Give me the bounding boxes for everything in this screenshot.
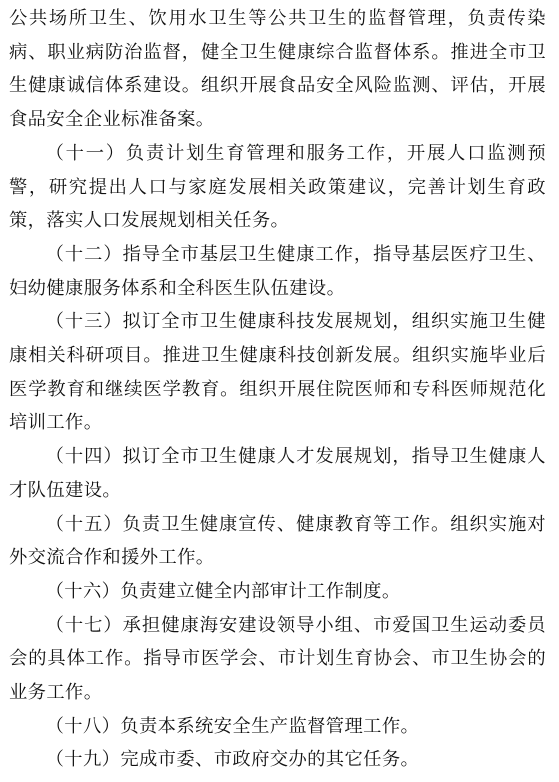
paragraph-item-11: （十一）负责计划生育管理和服务工作，开展人口监测预警，研究提出人口与家庭发展相关政策建议，完善计划生育政策，落实人口发展规划相关任务。 <box>9 142 546 232</box>
paragraph-item-15: （十五）负责卫生健康宣传、健康教育等工作。组织实施对外交流合作和援外工作。 <box>9 513 546 569</box>
paragraph-item-13: （十三）拟订全市卫生健康科技发展规划，组织实施卫生健康相关科研项目。推进卫生健康科技创新发展。组织实施毕业后医学教育和继续医学教育。组织开展住院医师和专科医师规范化培训工作。 <box>9 311 546 434</box>
paragraph-item-18: （十八）负责本系统安全生产监督管理工作。 <box>45 715 420 737</box>
paragraph-item-17: （十七）承担健康海安建设领导小组、市爱国卫生运动委员会的具体工作。指导市医学会、市计划生育协会、市卫生协会的业务工作。 <box>9 614 546 704</box>
paragraph-item-12: （十二）指导全市基层卫生健康工作，指导基层医疗卫生、妇幼健康服务体系和全科医生队伍建设。 <box>9 243 546 299</box>
paragraph-item-16: （十六）负责建立健全内部审计工作制度。 <box>45 580 401 602</box>
paragraph-item-14: （十四）拟订全市卫生健康人才发展规划，指导卫生健康人才队伍建设。 <box>9 446 546 501</box>
paragraph-continued: 公共场所卫生、饮用水卫生等公共卫生的监督管理，负责传染病、职业病防治监督，健全卫生健康综合监督体系。推进全市卫生健康诚信体系建设。组织开展食品安全风险监测、评估，开展食品安全企业标准备案。 <box>9 8 546 131</box>
paragraph-item-19: （十九）完成市委、市政府交办的其它任务。 <box>45 749 420 771</box>
